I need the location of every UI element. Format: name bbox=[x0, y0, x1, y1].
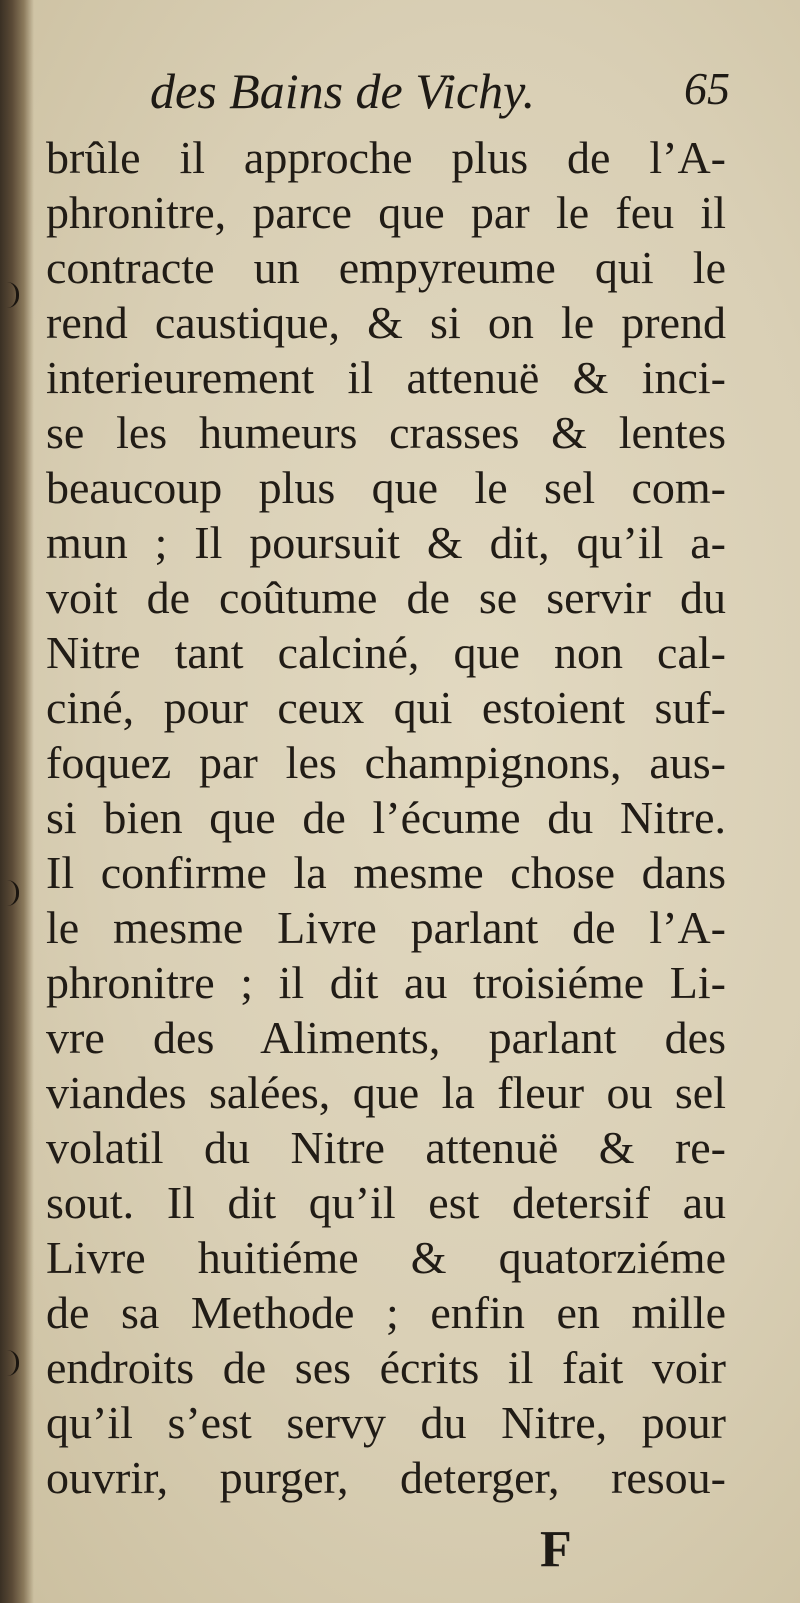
text-line: contracte un empyreume qui le bbox=[46, 242, 726, 293]
text-line: phronitre ; il dit au troisiéme Li- bbox=[46, 957, 726, 1008]
text-line: endroits de ses écrits il fait voir bbox=[46, 1342, 726, 1393]
text-line: phronitre, parce que par le feu il bbox=[46, 187, 726, 238]
text-line: beaucoup plus que le sel com- bbox=[46, 462, 726, 513]
page-number: 65 bbox=[684, 63, 730, 114]
text-line: ouvrir, purger, deterger, resou- bbox=[46, 1452, 726, 1503]
text-line: si bien que de l’écume du Nitre. bbox=[46, 792, 726, 843]
text-line: rend caustique, & si on le prend bbox=[46, 297, 726, 348]
text-line: vre des Aliments, parlant des bbox=[46, 1012, 726, 1063]
text-line: Nitre tant calciné, que non cal- bbox=[46, 627, 726, 678]
text-line: voit de coûtume de se servir du bbox=[46, 572, 726, 623]
text-line: mun ; Il poursuit & dit, qu’il a- bbox=[46, 517, 726, 568]
text-line: se les humeurs crasses & lentes bbox=[46, 407, 726, 458]
text-line: qu’il s’est servy du Nitre, pour bbox=[46, 1397, 726, 1448]
text-line: ciné, pour ceux qui estoient suf- bbox=[46, 682, 726, 733]
text-line: interieurement il attenuë & inci- bbox=[46, 352, 726, 403]
text-line: Il confirme la mesme chose dans bbox=[46, 847, 726, 898]
text-line: Livre huitiéme & quatorziéme bbox=[46, 1232, 726, 1283]
page-header bbox=[150, 62, 730, 132]
text-line: le mesme Livre parlant de l’A- bbox=[46, 902, 726, 953]
body-text bbox=[46, 130, 726, 1505]
text-line: brûle il approche plus de l’A- bbox=[46, 132, 726, 183]
signature-mark: F bbox=[540, 1521, 572, 1578]
text-line: foquez par les champignons, aus- bbox=[46, 737, 726, 788]
text-line: volatil du Nitre attenuë & re- bbox=[46, 1122, 726, 1173]
text-line: viandes salées, que la fleur ou sel bbox=[46, 1067, 726, 1118]
running-title: des Bains de Vichy. bbox=[150, 63, 536, 119]
text-line: de sa Methode ; enfin en mille bbox=[46, 1287, 726, 1338]
text-line: sout. Il dit qu’il est detersif au bbox=[46, 1177, 726, 1228]
